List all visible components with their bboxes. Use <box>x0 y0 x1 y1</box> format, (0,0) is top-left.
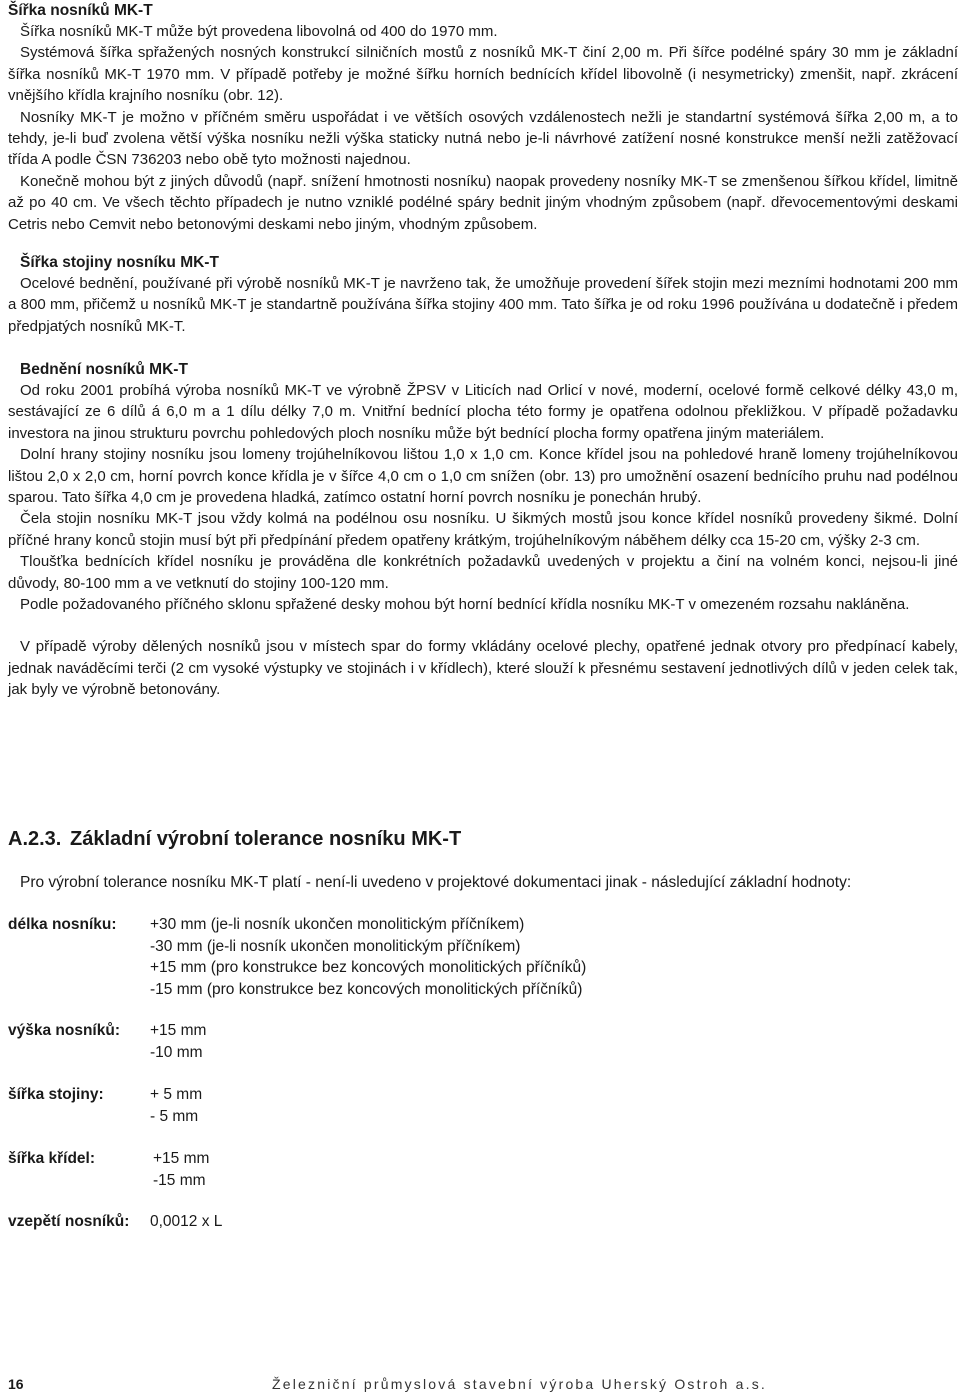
tolerance-label: délka nosníku: <box>8 916 117 933</box>
section-title: Základní výrobní tolerance nosníku MK-T <box>70 828 462 850</box>
section-heading-tolerance <box>8 826 958 852</box>
tolerance-value: + 5 mm <box>150 1086 203 1103</box>
tolerance-values <box>153 1148 209 1191</box>
tolerance-intro: Pro výrobní tolerance nosníku MK-T platí - není-li uvedeno v projektové dokumentaci jinak - následující základní hodnoty: <box>20 874 852 891</box>
section-sirka-nosniku <box>8 0 958 235</box>
tolerance-label: vzepětí nosníků: <box>8 1213 130 1230</box>
tolerance-label: výška nosníků: <box>8 1022 120 1039</box>
paragraph: Ocelové bednění, používané při výrobě nosníků MK-T je navrženo tak, že umožňuje provedení šířek stojin mezi mezními hodnotami 200 mm a 800 mm, přičemž u nosníků MK-T je standartně používána šířka stojiny 400 mm. Tato šířka je od roku 1996 používána u dodatečně i předem předpjatých nosníků MK-T. <box>8 275 958 335</box>
paragraph: Čela stojin nosníku MK-T jsou vždy kolmá na podélnou osu nosníku. U šikmých mostů jsou konce křídel nosníků provedeny šikmé. Dolní příčné hrany konců stojin musí být při předpínání předem opatřeny krátkým, trojúhelníkovým náběhem délky cca 15-20 cm, výšky 2-3 cm. <box>8 510 958 549</box>
tolerance-values <box>150 1084 202 1127</box>
tolerance-value: -30 mm (je-li nosník ukončen monolitickým příčníkem) <box>150 937 521 955</box>
tolerance-value: 0,0012 x L <box>150 1213 223 1230</box>
section-title: Bednění nosníků MK-T <box>20 361 188 378</box>
section-bedneni <box>8 359 958 701</box>
tolerance-value: -15 mm <box>153 1171 206 1189</box>
paragraph: Nosníky MK-T je možno v příčném směru uspořádat i ve větších osových vzdálenostech nežli je standartní systémová šířka 2,00 m, a to tehdy, je-li buď zvolena větší výška nosníku nežli výška staticky nutná nebo je-li návrhové zatížení nosné konstrukce menší nežli zatěžovací třída A podle ČSN 736203 nebo obě tyto možnosti najednou. <box>8 108 958 169</box>
section-number: A.2.3. <box>8 828 62 850</box>
paragraph: Tloušťka bednících křídel nosníku je prováděna dle konkrétních požadavků uvedených v projektu a činí na volném konci, nejsou-li jiné důvody, 80-100 mm a ve vetknutí do stojiny 100-120 mm. <box>8 553 958 592</box>
paragraph: V případě výroby dělených nosníků jsou v místech spar do formy vkládány ocelové plechy, opatřené jednak otvory pro předpínací kabely, jednak naváděcími terči (2 cm vysoké výstupky ve stojinách i v křídlech), které slouží k přesnému sestavení jednotlivých dílů v jeden celek tak, jak byly ve výrobně betonovány. <box>8 638 958 699</box>
page-number: 16 <box>8 1376 24 1392</box>
tolerance-value: -10 mm <box>150 1043 203 1061</box>
paragraph: Od roku 2001 probíhá výroba nosníků MK-T ve výrobně ŽPSV v Liticích nad Orlicí v nové, moderní, ocelové formě celkové délky 43,0 m, sestávající ze 6 dílů á 6,0 m a 1 dílu délky 7,0 m. Vnitřní bednící plocha této formy je opatřena odolnou překližkou. V případě požadavku investora na jinou strukturu povrchu pohledových ploch nosníku může být bednící plocha formy opatřena jiným materiálem. <box>8 382 958 442</box>
section-title: Šířka nosníků MK-T <box>8 2 153 19</box>
paragraph: Podle požadovaného příčného sklonu spřažené desky mohou být horní bednící křídla nosníku MK-T v omezeném rozsahu nakláněna. <box>20 596 910 614</box>
tolerance-value: +15 mm <box>150 1022 207 1039</box>
paragraph: Dolní hrany stojiny nosníku jsou lomeny trojúhelníkovou lištou 1,0 x 1,0 cm. Konce křídel jsou na pohledové hraně lomeny trojúhelníkovou lištou 2,0 x 2,0 cm, horní povrch konce křídla je v šířce 4,0 cm o 1,0 cm snížen (obr. 13) pro umožnění osazení bednícího pruhu nad podélnou sparou. Tato šířka 4,0 cm je provedena hladká, zatímco ostatní horní povrch nosníku je ponechán hrubý. <box>8 446 958 507</box>
section-sirka-stojiny <box>8 252 958 337</box>
tolerance-label: šířka stojiny: <box>8 1086 104 1103</box>
tolerance-value: -15 mm (pro konstrukce bez koncových monolitických příčníků) <box>150 980 583 998</box>
tolerance-label: šířka křídel: <box>8 1150 96 1167</box>
tolerance-values <box>150 1020 206 1063</box>
section-title: Šířka stojiny nosníku MK-T <box>20 254 219 271</box>
tolerance-value: +15 mm <box>153 1150 210 1167</box>
paragraph: Šířka nosníků MK-T může být provedena libovolná od 400 do 1970 mm. <box>20 23 498 40</box>
tolerance-values <box>150 1211 222 1233</box>
footer-company: Železniční průmyslová stavební výroba Uherský Ostroh a.s. <box>272 1376 767 1392</box>
tolerance-values <box>150 914 586 1000</box>
tolerance-value: - 5 mm <box>150 1107 199 1125</box>
page-footer <box>0 1374 960 1394</box>
tolerance-value: +15 mm (pro konstrukce bez koncových monolitických příčníků) <box>150 959 587 976</box>
paragraph: Konečně mohou být z jiných důvodů (např. snížení hmotnosti nosníku) naopak provedeny nosníky MK-T se zmenšenou šířkou křídel, limitně až po 40 cm. Ve všech těchto případech je nutno vzniklé podélné spáry bednit jiným vhodným způsobem (např. dřevocementovými deskami Cetris nebo Cemvit nebo betonovými deskami nebo jiným, vhodným způsobem. <box>8 172 958 233</box>
tolerance-value: +30 mm (je-li nosník ukončen monolitickým příčníkem) <box>150 916 525 933</box>
paragraph: Systémová šířka spřažených nosných konstrukcí silničních mostů z nosníků MK-T činí 2,00 m. Při šířce podélné spáry 30 mm je základní šířka nosníků MK-T 1970 mm. V případě potřeby je možné šířku horních bednících křídel libovolně (i nesymetricky) zmenšit, např. zkrácení vnějšího křídla krajního nosníku (obr. 12). <box>8 44 958 105</box>
